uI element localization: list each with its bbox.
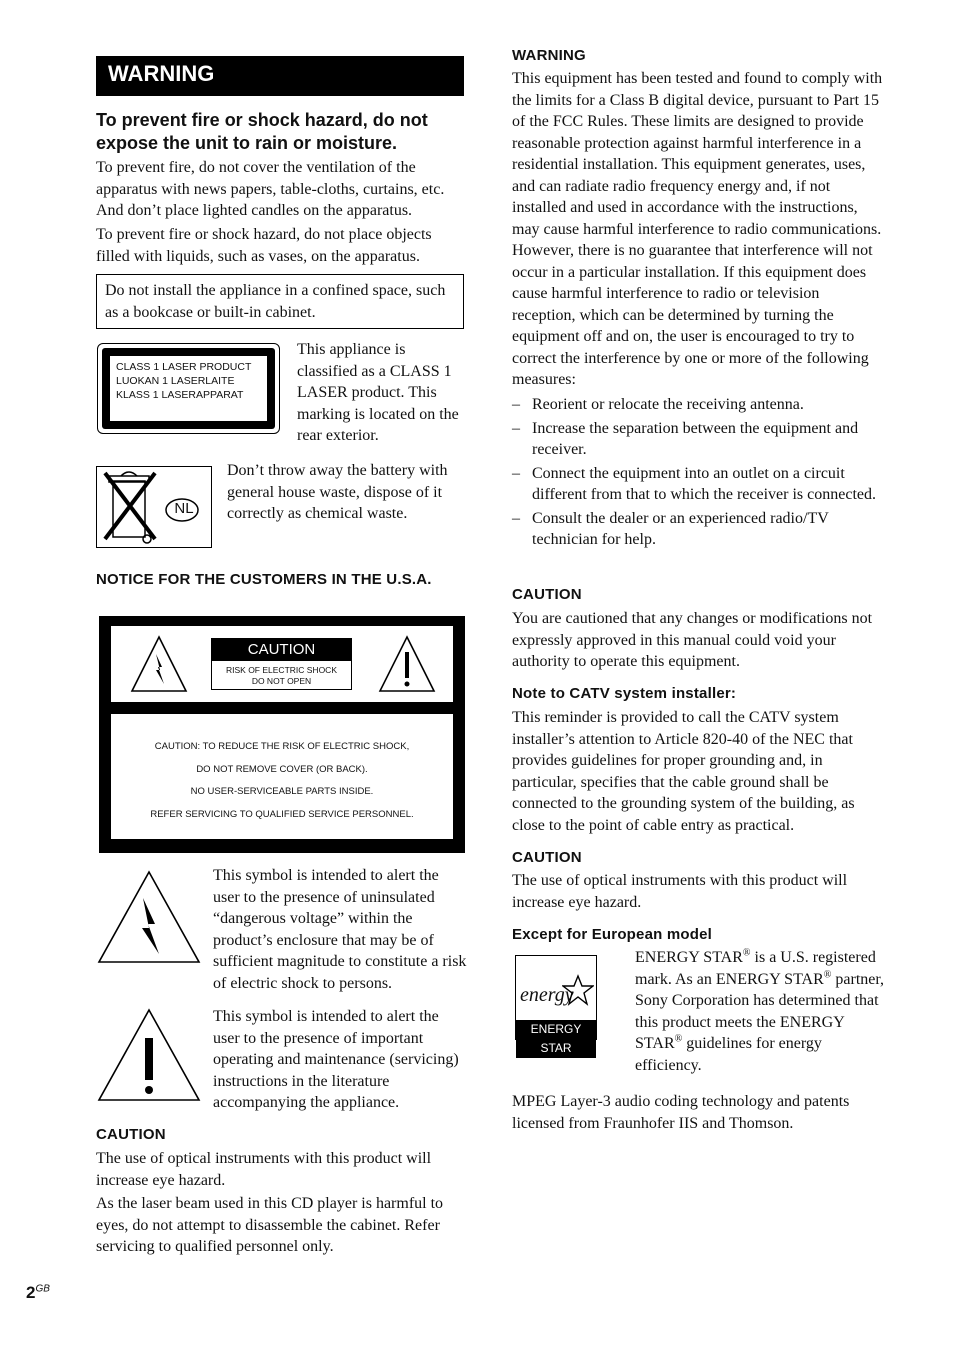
exclamation-symbol-icon xyxy=(97,1008,201,1102)
lightning-text: This symbol is intended to alert the user to the presence of uninsulated “dangerous voltage” within the product’s enclosure that may be of sufficient magnitude to constitute a risk of electric shock to persons. xyxy=(213,867,467,992)
exclamation-warning-icon xyxy=(377,634,437,694)
notice-heading: NOTICE FOR THE CUSTOMERS IN THE U.S.A. xyxy=(96,571,432,588)
battery-disposal-icon xyxy=(96,466,212,548)
lightning-warning-icon xyxy=(129,634,189,694)
fire-paragraph-1: To prevent fire, do not cover the ventilation of the apparatus with news papers, table-cloths, curtains, etc. And don’t place lighted candles on the apparatus. xyxy=(96,159,445,219)
left-caution-text-1: The use of optical instruments with this product will increase eye hazard. xyxy=(96,1150,432,1189)
page-number: $2^{GB}$ xyxy=(26,1283,50,1302)
left-caution-heading: CAUTION xyxy=(96,1126,166,1143)
exclamation-text: This symbol is intended to alert the user to the presence of important operating and maintenance (servicing) instructions in the literature accompanying the appliance. xyxy=(213,1008,459,1111)
battery-mark: NL xyxy=(174,500,194,517)
caution-line-1: CAUTION: TO REDUCE THE RISK OF ELECTRIC SHOCK, xyxy=(154,741,410,752)
caution-label xyxy=(99,616,465,853)
warning-title-bar xyxy=(96,56,464,96)
laser-label-line-1: CLASS 1 LASER PRODUCT xyxy=(116,361,252,373)
energy-logo-label: ENERGY STAR xyxy=(516,1020,596,1058)
fcc-text: This equipment has been tested and found to comply with the limits for a Class B digital device, pursuant to Part 15 of the FCC Rules. These limits are designed to provide reasonable protection against harmful interference in a residential installation. This equipment generates, uses, and can radiate radio frequency energy and, if not installed and used in accordance with the instructions, may cause harmful interference to radio communications. However, there is no guarantee that interference will not occur in a particular installation. If this equipment does cause harmful interference to radio or television reception, which can be determined by turning the equipment off and on, the user is encouraged to try to correct the interference by one or more of the following measures: xyxy=(512,70,883,388)
measure-item: – Reorient or relocate the receiving antenna. xyxy=(512,396,804,413)
caution-label-title: CAUTION xyxy=(212,639,351,661)
measure-item: – Connect the equipment into an outlet on a circuit different from that to which the receiver is connected. xyxy=(512,464,877,503)
right-caution-heading-1: CAUTION xyxy=(512,586,582,603)
right-caution-heading-2: CAUTION xyxy=(512,849,582,866)
energy-star-text: ENERGY STAR® is a U.S. registered mark. As an ENERGY STAR® partner, Sony Corporation has determined that this product meets the ENERGY STAR® guidelines for energy efficiency. xyxy=(635,947,885,1074)
laser-text: This appliance is classified as a CLASS 1 LASER product. This marking is located on the rear exterior. xyxy=(297,341,459,444)
measures-list xyxy=(512,394,884,551)
catv-heading: Note to CATV system installer: xyxy=(512,685,737,702)
fcc-warning-heading: WARNING xyxy=(512,47,586,64)
caution-label-bottom xyxy=(111,714,453,839)
left-caution-text-2: As the laser beam used in this CD player is harmful to eyes, do not attempt to disassemble the cabinet. Refer servicing to qualified personnel only. xyxy=(96,1195,444,1255)
energy-logo-script: energy xyxy=(520,984,574,1006)
except-heading: Except for European model xyxy=(512,926,713,943)
caution-line-3: NO USER-SERVICEABLE PARTS INSIDE. xyxy=(190,786,374,797)
install-notice-text: Do not install the appliance in a confined space, such as a bookcase or built-in cabinet. xyxy=(105,282,446,321)
right-caution-text-1: You are cautioned that any changes or modifications not expressly approved in this manual could void your authority to operate this equipment. xyxy=(512,610,873,670)
measure-item: – Increase the separation between the equipment and receiver. xyxy=(512,419,859,458)
caution-line-4: REFER SERVICING TO QUALIFIED SERVICE PERSONNEL. xyxy=(150,808,414,820)
catv-text: This reminder is provided to call the CATV system installer’s attention to Article 820-40 of the NEC that provides guidelines for proper grounding and, in particular, specifies that the cable ground shall be connected to the grounding system of the building, as close to the point of cable entry as practical. xyxy=(512,709,855,834)
caution-line-2: DO NOT REMOVE COVER (OR BACK). xyxy=(196,763,368,775)
star-icon xyxy=(562,974,594,1006)
laser-label-line-2: LUOKAN 1 LASERLAITE xyxy=(116,375,235,387)
energy-star-logo xyxy=(515,955,597,1055)
caution-label-sub-1: RISK OF ELECTRIC SHOCK xyxy=(226,665,337,675)
fire-paragraph-2: To prevent fire or shock hazard, do not place objects filled with liquids, such as vases, on the apparatus. xyxy=(96,226,432,265)
install-notice-box xyxy=(96,274,464,329)
fire-heading: To prevent fire or shock hazard, do not expose the unit to rain or moisture. xyxy=(96,110,428,153)
laser-label xyxy=(97,343,280,434)
mpeg-text: MPEG Layer-3 audio coding technology and patents licensed from Fraunhofer IIS and Thomson. xyxy=(512,1093,850,1132)
laser-label-line-3: KLASS 1 LASERAPPARAT xyxy=(116,389,244,401)
lightning-symbol-icon xyxy=(97,870,201,964)
caution-label-top xyxy=(111,626,453,702)
right-caution-text-2: The use of optical instruments with this product will increase eye hazard. xyxy=(512,872,848,911)
caution-label-sub-2: DO NOT OPEN xyxy=(251,676,312,686)
battery-text: Don’t throw away the battery with general house waste, dispose of it correctly as chemical waste. xyxy=(227,462,448,522)
warning-title: WARNING xyxy=(108,61,215,86)
measure-item: – Consult the dealer or an experienced radio/TV technician for help. xyxy=(512,509,829,548)
